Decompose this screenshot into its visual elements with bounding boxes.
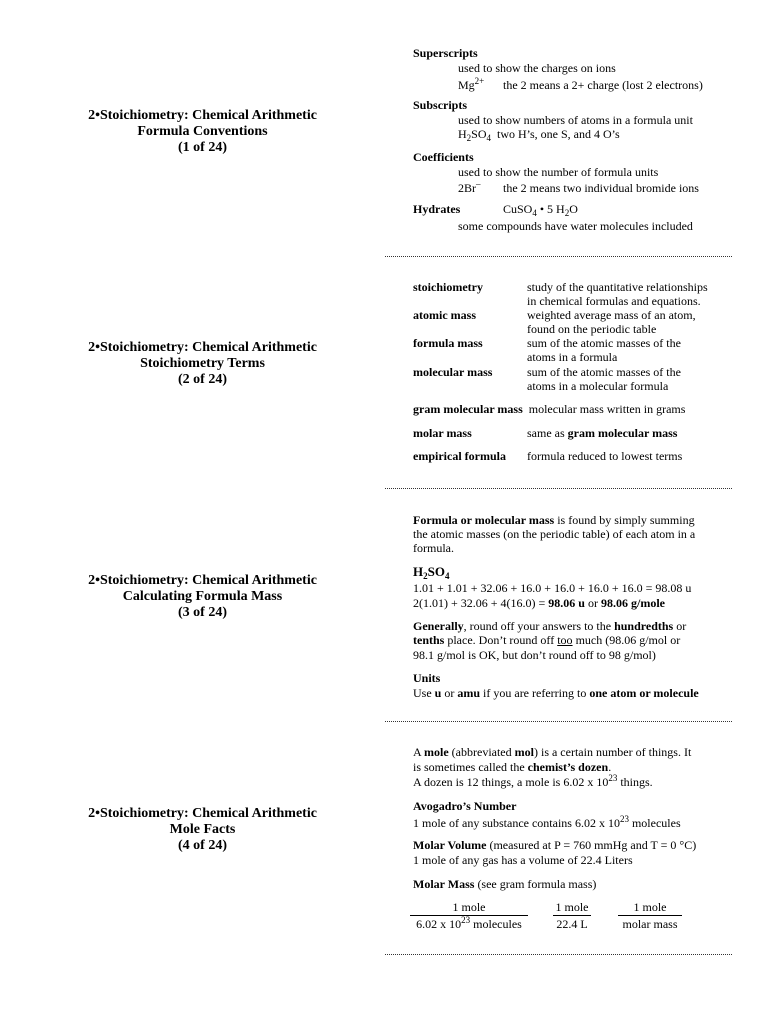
term-definition: in chemical formulas and equations. <box>527 294 701 308</box>
superscripts-heading: Superscripts <box>413 46 478 60</box>
coefficients-example: 2Br– <box>458 179 481 195</box>
hydrates-example: CuSO$_4$ • 5 $H_2O$ <box>503 202 578 218</box>
card-2-count: (2 of 24) <box>178 372 227 387</box>
avogadro-heading: Avogadro’s Number <box>413 799 517 813</box>
card-1-heading: 2•Stoichiometry: Chemical Arithmetic <box>88 108 317 123</box>
card-divider-4 <box>385 954 732 955</box>
superscripts-note: the 2 means a 2+ charge (lost 2 electrons) <box>503 78 703 92</box>
term-definition: formula reduced to lowest terms <box>527 449 683 463</box>
term-definition: molecular mass written in grams <box>528 402 686 416</box>
card-4-count: (4 of 24) <box>178 838 227 853</box>
term-definition: same as gram molecular mass <box>527 426 678 440</box>
term-name: stoichiometry <box>413 280 483 294</box>
card-1-title <box>40 108 365 156</box>
rounding-note: Generally, round off your answers to the hundredths or <box>413 619 687 633</box>
term-name: molecular mass <box>413 365 493 379</box>
intro-line: A mole (abbreviated mol) is a certain number of things. It <box>413 745 692 759</box>
term-definition: study of the quantitative relationships <box>527 280 708 294</box>
formula-heading: $H_2SO_4$ <box>413 564 450 581</box>
molar-volume-description: 1 mole of any gas has a volume of 22.4 Liters <box>413 853 633 867</box>
card-1-subtitle: Formula Conventions <box>137 124 268 139</box>
conversion-fraction <box>553 900 591 932</box>
card-4-heading: 2•Stoichiometry: Chemical Arithmetic <box>88 806 317 821</box>
calculation-line: 2(1.01) + 32.06 + 4(16.0) = 98.06 u or 98.06 g/mole <box>413 596 665 610</box>
intro-line: Formula or molecular mass is found by simply summing <box>413 513 695 527</box>
superscripts-description: used to show the charges on ions <box>458 61 616 75</box>
conversion-fraction <box>618 900 682 932</box>
term-definition: sum of the atomic masses of the <box>527 365 681 379</box>
subscripts-heading: Subscripts <box>413 98 468 112</box>
superscripts-example: $Mg^{2+}$ <box>458 76 485 92</box>
molar-volume-line: Molar Volume (measured at P = 760 mmHg and T = 0 °C) <box>413 838 697 852</box>
molar-mass-line: Molar Mass (see gram formula mass) <box>413 877 597 891</box>
card-3-title <box>40 573 365 621</box>
card-2-heading: 2•Stoichiometry: Chemical Arithmetic <box>88 340 317 355</box>
hydrates-heading: Hydrates <box>413 202 461 216</box>
card-3-subtitle: Calculating Formula Mass <box>122 589 283 604</box>
card-divider-2 <box>385 488 732 489</box>
gram-molecular-mass-row <box>413 402 685 416</box>
units-heading: Units <box>413 671 441 685</box>
term-name: empirical formula <box>413 449 506 463</box>
subscripts-example: $H_2SO_4$ two H’s, one S, and 4 O’s <box>458 127 620 143</box>
calculation-line: 1.01 + 1.01 + 32.06 + 16.0 + 16.0 + 16.0 + 16.0 = 98.08 u <box>413 581 692 595</box>
card-2-title <box>40 340 365 388</box>
coefficients-note: the 2 means two individual bromide ions <box>503 181 699 195</box>
term-definition: sum of the atomic masses of the <box>527 336 681 350</box>
card-4-title <box>40 806 365 854</box>
intro-line: formula. <box>413 541 454 555</box>
card-4-subtitle: Mole Facts <box>169 822 236 837</box>
intro-line: A dozen is 12 things, a mole is 6.02 x $10^{23}$ things. <box>413 773 653 789</box>
subscripts-description: used to show numbers of atoms in a formula unit <box>458 113 693 127</box>
fraction-numerator: 1 mole <box>618 900 682 916</box>
rounding-note: 98.1 g/mol is OK, but don’t round off to 98 g/mol) <box>413 648 656 662</box>
hydrates-description: some compounds have water molecules included <box>458 219 693 233</box>
term-name: gram molecular mass <box>413 402 523 416</box>
subscripts-note: two H’s, one S, and 4 O’s <box>497 127 620 141</box>
fraction-numerator: 1 mole <box>410 900 528 916</box>
units-description: Use u or amu if you are referring to one atom or molecule <box>413 686 699 700</box>
term-name: atomic mass <box>413 308 476 322</box>
term-name: formula mass <box>413 336 483 350</box>
intro-line: is sometimes called the chemist’s dozen. <box>413 760 612 774</box>
fraction-numerator: 1 mole <box>553 900 591 916</box>
fraction-denominator: 22.4 L <box>556 917 588 932</box>
card-divider-1 <box>385 256 732 257</box>
term-name: molar mass <box>413 426 472 440</box>
term-definition: weighted average mass of an atom, <box>527 308 696 322</box>
card-3-heading: 2•Stoichiometry: Chemical Arithmetic <box>88 573 317 588</box>
rounding-note: tenths place. Don’t round off too much (98.06 g/mol or <box>413 633 681 647</box>
conversion-fraction <box>410 900 528 932</box>
term-definition: atoms in a molecular formula <box>527 379 669 393</box>
fraction-denominator: molar mass <box>622 917 678 932</box>
avogadro-description: 1 mole of any substance contains 6.02 x $10^{23}$ molecules <box>413 814 681 830</box>
intro-line: the atomic masses (on the periodic table) of each atom in a <box>413 527 696 541</box>
card-3-count: (3 of 24) <box>178 605 227 620</box>
fraction-denominator: 6.02 x $10^{23}$ molecules <box>416 915 522 932</box>
term-definition: atoms in a formula <box>527 350 618 364</box>
card-2-subtitle: Stoichiometry Terms <box>140 356 265 371</box>
card-1-count: (1 of 24) <box>178 140 227 155</box>
coefficients-description: used to show the number of formula units <box>458 165 659 179</box>
card-divider-3 <box>385 721 732 722</box>
term-definition: found on the periodic table <box>527 322 657 336</box>
coefficients-heading: Coefficients <box>413 150 474 164</box>
